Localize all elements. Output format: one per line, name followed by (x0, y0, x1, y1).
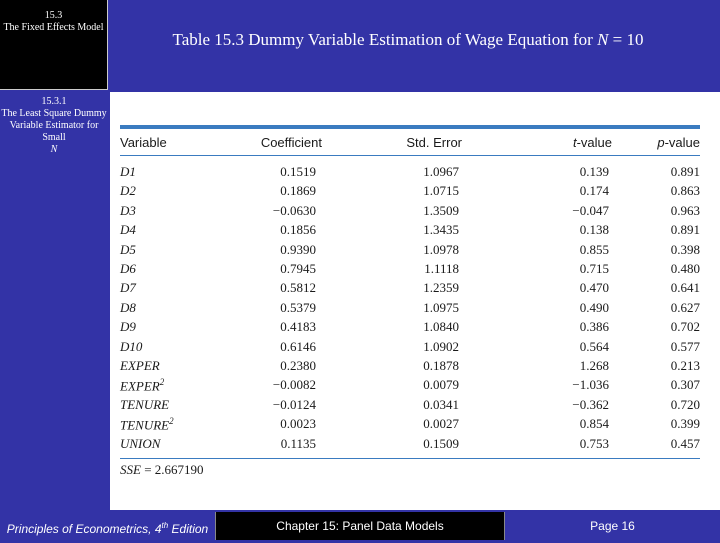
cell-text: 0.139 (579, 164, 609, 179)
cell-coefficient (280, 300, 316, 316)
cell-t-value (580, 242, 609, 258)
cell-text: TENURE (120, 417, 170, 433)
col-header-std-error: Std. Error (406, 135, 462, 150)
cell-text: 1.1118 (424, 261, 459, 276)
cell-coefficient (273, 397, 316, 413)
cell-variable (120, 339, 142, 355)
cell-text: 0.854 (579, 416, 609, 432)
cell-text: 1.0967 (423, 164, 459, 179)
table-row (110, 300, 720, 319)
footer-book (0, 512, 216, 540)
cell-p-value (671, 319, 700, 335)
cell-text: 0.138 (579, 222, 609, 238)
cell-text: 1.3509 (423, 202, 459, 218)
cell-variable (120, 300, 136, 316)
cell-variable (120, 261, 136, 277)
table-top-rule (120, 125, 700, 129)
cell-coefficient (273, 203, 316, 219)
cell-text: D5 (120, 241, 136, 257)
cell-text: D3 (120, 202, 136, 218)
cell-text: TENURE (120, 396, 170, 412)
t-rest: -value (576, 135, 612, 150)
cell-text: 0.0023 (280, 416, 316, 432)
cell-text: 0.213 (670, 358, 700, 373)
cell-text: 0.5379 (280, 299, 316, 315)
cell-std-error (423, 339, 459, 355)
cell-p-value (671, 280, 700, 296)
cell-text: 0.863 (670, 183, 700, 199)
cell-text: 0.9390 (280, 241, 316, 257)
cell-variable (120, 203, 136, 219)
cell-text: 0.891 (670, 222, 700, 238)
cell-coefficient (280, 339, 316, 355)
cell-text: 1.0975 (423, 299, 459, 315)
cell-text: D2 (120, 183, 136, 199)
cell-std-error (423, 280, 459, 296)
header-rule (120, 155, 700, 156)
cell-p-value (671, 397, 700, 413)
cell-text: −0.0082 (272, 377, 316, 393)
cell-text: 0.0341 (423, 396, 459, 412)
cell-text: 1.0715 (423, 183, 459, 199)
cell-std-error (424, 261, 459, 277)
col-header-coefficient: Coefficient (260, 135, 322, 150)
cell-t-value (580, 222, 609, 238)
slide-title (118, 30, 698, 50)
cell-text: 0.490 (579, 299, 609, 315)
cell-variable (120, 416, 174, 433)
table-row (110, 203, 720, 222)
cell-text: 0.963 (670, 202, 700, 218)
cell-variable (120, 436, 160, 452)
footer-book-sup: th (161, 521, 169, 530)
cell-t-value (580, 280, 609, 296)
cell-variable (120, 377, 164, 394)
footer-book-tail: Edition (168, 522, 209, 536)
cell-t-value (580, 164, 609, 180)
cell-variable (120, 319, 136, 335)
cell-p-value (671, 339, 700, 355)
col-header-variable: Variable (120, 135, 167, 150)
cell-text: 0.480 (670, 261, 700, 276)
table-row (110, 377, 720, 396)
cell-p-value (671, 183, 700, 199)
table-row (110, 358, 720, 377)
cell-std-error (423, 436, 459, 452)
cell-t-value (580, 300, 609, 316)
cell-coefficient (280, 261, 316, 277)
cell-p-value (671, 261, 700, 277)
col-header-t-value (573, 135, 612, 150)
cell-text: EXPER (120, 358, 160, 373)
cell-std-error (423, 242, 459, 258)
cell-text: −0.047 (572, 202, 609, 218)
cell-std-error (423, 183, 459, 199)
cell-superscript: 2 (159, 377, 165, 388)
cell-variable (120, 183, 136, 199)
cell-text: 0.174 (579, 183, 609, 199)
cell-t-value (580, 358, 609, 374)
cell-std-error (423, 203, 459, 219)
table-bottom-rule (120, 458, 700, 459)
cell-text: 0.0027 (423, 416, 459, 432)
cell-coefficient (280, 242, 316, 258)
cell-text: 1.2359 (423, 280, 459, 296)
cell-t-value (580, 261, 609, 277)
cell-std-error (423, 377, 459, 393)
cell-text: 0.855 (579, 241, 609, 257)
cell-coefficient (280, 416, 316, 432)
cell-text: 0.6146 (280, 338, 316, 354)
cell-p-value (671, 300, 700, 316)
cell-text: 0.0079 (423, 377, 459, 393)
cell-text: 0.457 (670, 435, 700, 451)
sse-line (120, 462, 204, 478)
cell-text: 0.1509 (423, 435, 459, 451)
cell-text: −0.0124 (272, 396, 316, 412)
cell-p-value (671, 203, 700, 219)
cell-text: −0.362 (572, 396, 609, 412)
cell-p-value (671, 242, 700, 258)
cell-text: 0.564 (579, 338, 609, 354)
cell-std-error (423, 358, 459, 374)
section-title: The Fixed Effects Model (3, 22, 104, 33)
cell-coefficient (281, 436, 316, 452)
cell-std-error (423, 397, 459, 413)
cell-p-value (671, 436, 700, 452)
cell-text: EXPER (120, 378, 160, 394)
t-italic: t (572, 135, 577, 150)
cell-text: −0.0630 (272, 202, 316, 218)
cell-text: 0.5812 (280, 280, 316, 296)
cell-variable (120, 222, 136, 238)
cell-t-value (580, 436, 609, 452)
cell-text: 1.0978 (423, 241, 459, 257)
cell-t-value (580, 319, 609, 335)
cell-p-value (671, 416, 700, 432)
subsection-number: 15.3.1 (41, 96, 67, 107)
cell-variable (120, 358, 160, 374)
table-row (110, 339, 720, 358)
cell-text: D9 (120, 319, 136, 335)
p-italic: p (657, 135, 665, 150)
cell-text: 0.1856 (280, 222, 316, 238)
footer-chapter: Chapter 15: Panel Data Models (216, 512, 504, 540)
table-row (110, 242, 720, 261)
cell-text: 0.627 (670, 299, 700, 315)
cell-t-value (572, 377, 609, 393)
cell-text: 0.702 (670, 319, 700, 335)
sidebar-subsection[interactable] (0, 96, 108, 156)
col-header-p-value (657, 135, 700, 150)
table-row (110, 397, 720, 416)
cell-coefficient (280, 164, 316, 180)
table-row (110, 319, 720, 338)
cell-text: D6 (120, 261, 136, 276)
table-row (110, 261, 720, 280)
cell-text: 0.641 (670, 280, 700, 296)
cell-p-value (671, 164, 700, 180)
cell-superscript: 2 (169, 416, 174, 427)
cell-p-value (671, 358, 700, 374)
cell-text: D8 (120, 299, 136, 315)
cell-text: D10 (120, 338, 143, 354)
cell-text: 0.577 (670, 338, 700, 354)
cell-variable (120, 242, 136, 258)
cell-text: 0.4183 (280, 319, 316, 335)
cell-text: 0.1519 (280, 164, 316, 179)
table-row (110, 280, 720, 299)
slide-title-var: N (597, 30, 609, 49)
p-rest: -value (664, 135, 700, 150)
cell-std-error (423, 164, 459, 180)
cell-text: 1.0840 (423, 319, 459, 335)
cell-variable (120, 164, 136, 180)
cell-text: 1.268 (579, 358, 609, 373)
cell-p-value (671, 377, 700, 393)
cell-text: 0.1869 (280, 183, 316, 199)
cell-coefficient (280, 319, 316, 335)
table-row (110, 416, 720, 435)
cell-text: 0.1878 (423, 358, 459, 373)
cell-text: 1.0902 (423, 338, 459, 354)
cell-text: 0.399 (670, 416, 700, 432)
section-box (0, 0, 108, 90)
cell-text: 0.307 (670, 377, 700, 393)
slide-title-tail: = 10 (612, 30, 644, 49)
cell-t-value (580, 339, 609, 355)
cell-text: 0.386 (579, 319, 609, 335)
cell-t-value (580, 416, 609, 432)
cell-t-value (572, 203, 609, 219)
table-panel (110, 92, 720, 510)
cell-coefficient (280, 358, 316, 374)
slide-title-text: Table 15.3 Dummy Variable Estimation of Wage Equation for (172, 30, 593, 49)
cell-text: D7 (120, 280, 136, 296)
cell-std-error (423, 416, 459, 432)
subsection-var: N (50, 144, 58, 155)
cell-text: 0.398 (670, 241, 700, 257)
cell-coefficient (280, 222, 316, 238)
table-row (110, 436, 720, 455)
footer-book-text: Principles of Econometrics, 4 (6, 522, 162, 536)
cell-coefficient (280, 183, 316, 199)
footer-page: Page 16 (504, 512, 720, 540)
cell-coefficient (280, 280, 316, 296)
cell-variable (120, 280, 136, 296)
cell-std-error (423, 300, 459, 316)
cell-text: 0.7945 (280, 261, 316, 276)
cell-p-value (671, 222, 700, 238)
section-number: 15.3 (44, 10, 63, 21)
cell-text: D1 (120, 164, 136, 179)
cell-text: −1.036 (572, 377, 609, 393)
table-row (110, 183, 720, 202)
sse-label: SSE (120, 462, 141, 477)
cell-text: 0.891 (670, 164, 700, 179)
cell-text: 0.715 (579, 261, 609, 276)
table-row (110, 222, 720, 241)
cell-std-error (423, 319, 459, 335)
cell-text: D4 (120, 222, 136, 238)
cell-std-error (423, 222, 459, 238)
cell-t-value (572, 397, 609, 413)
cell-text: UNION (120, 435, 161, 451)
cell-text: 0.1135 (280, 435, 316, 451)
cell-t-value (580, 183, 609, 199)
cell-text: 0.720 (670, 396, 700, 412)
table-row (110, 164, 720, 183)
cell-variable (120, 397, 169, 413)
cell-text: 0.470 (579, 280, 609, 296)
cell-text: 0.2380 (280, 358, 316, 373)
cell-text: 1.3435 (423, 222, 459, 238)
cell-coefficient (273, 377, 316, 393)
sse-value: = 2.667190 (144, 462, 204, 477)
subsection-title: The Least Square Dummy Variable Estimator for Small (1, 108, 107, 143)
cell-text: 0.753 (579, 435, 609, 451)
